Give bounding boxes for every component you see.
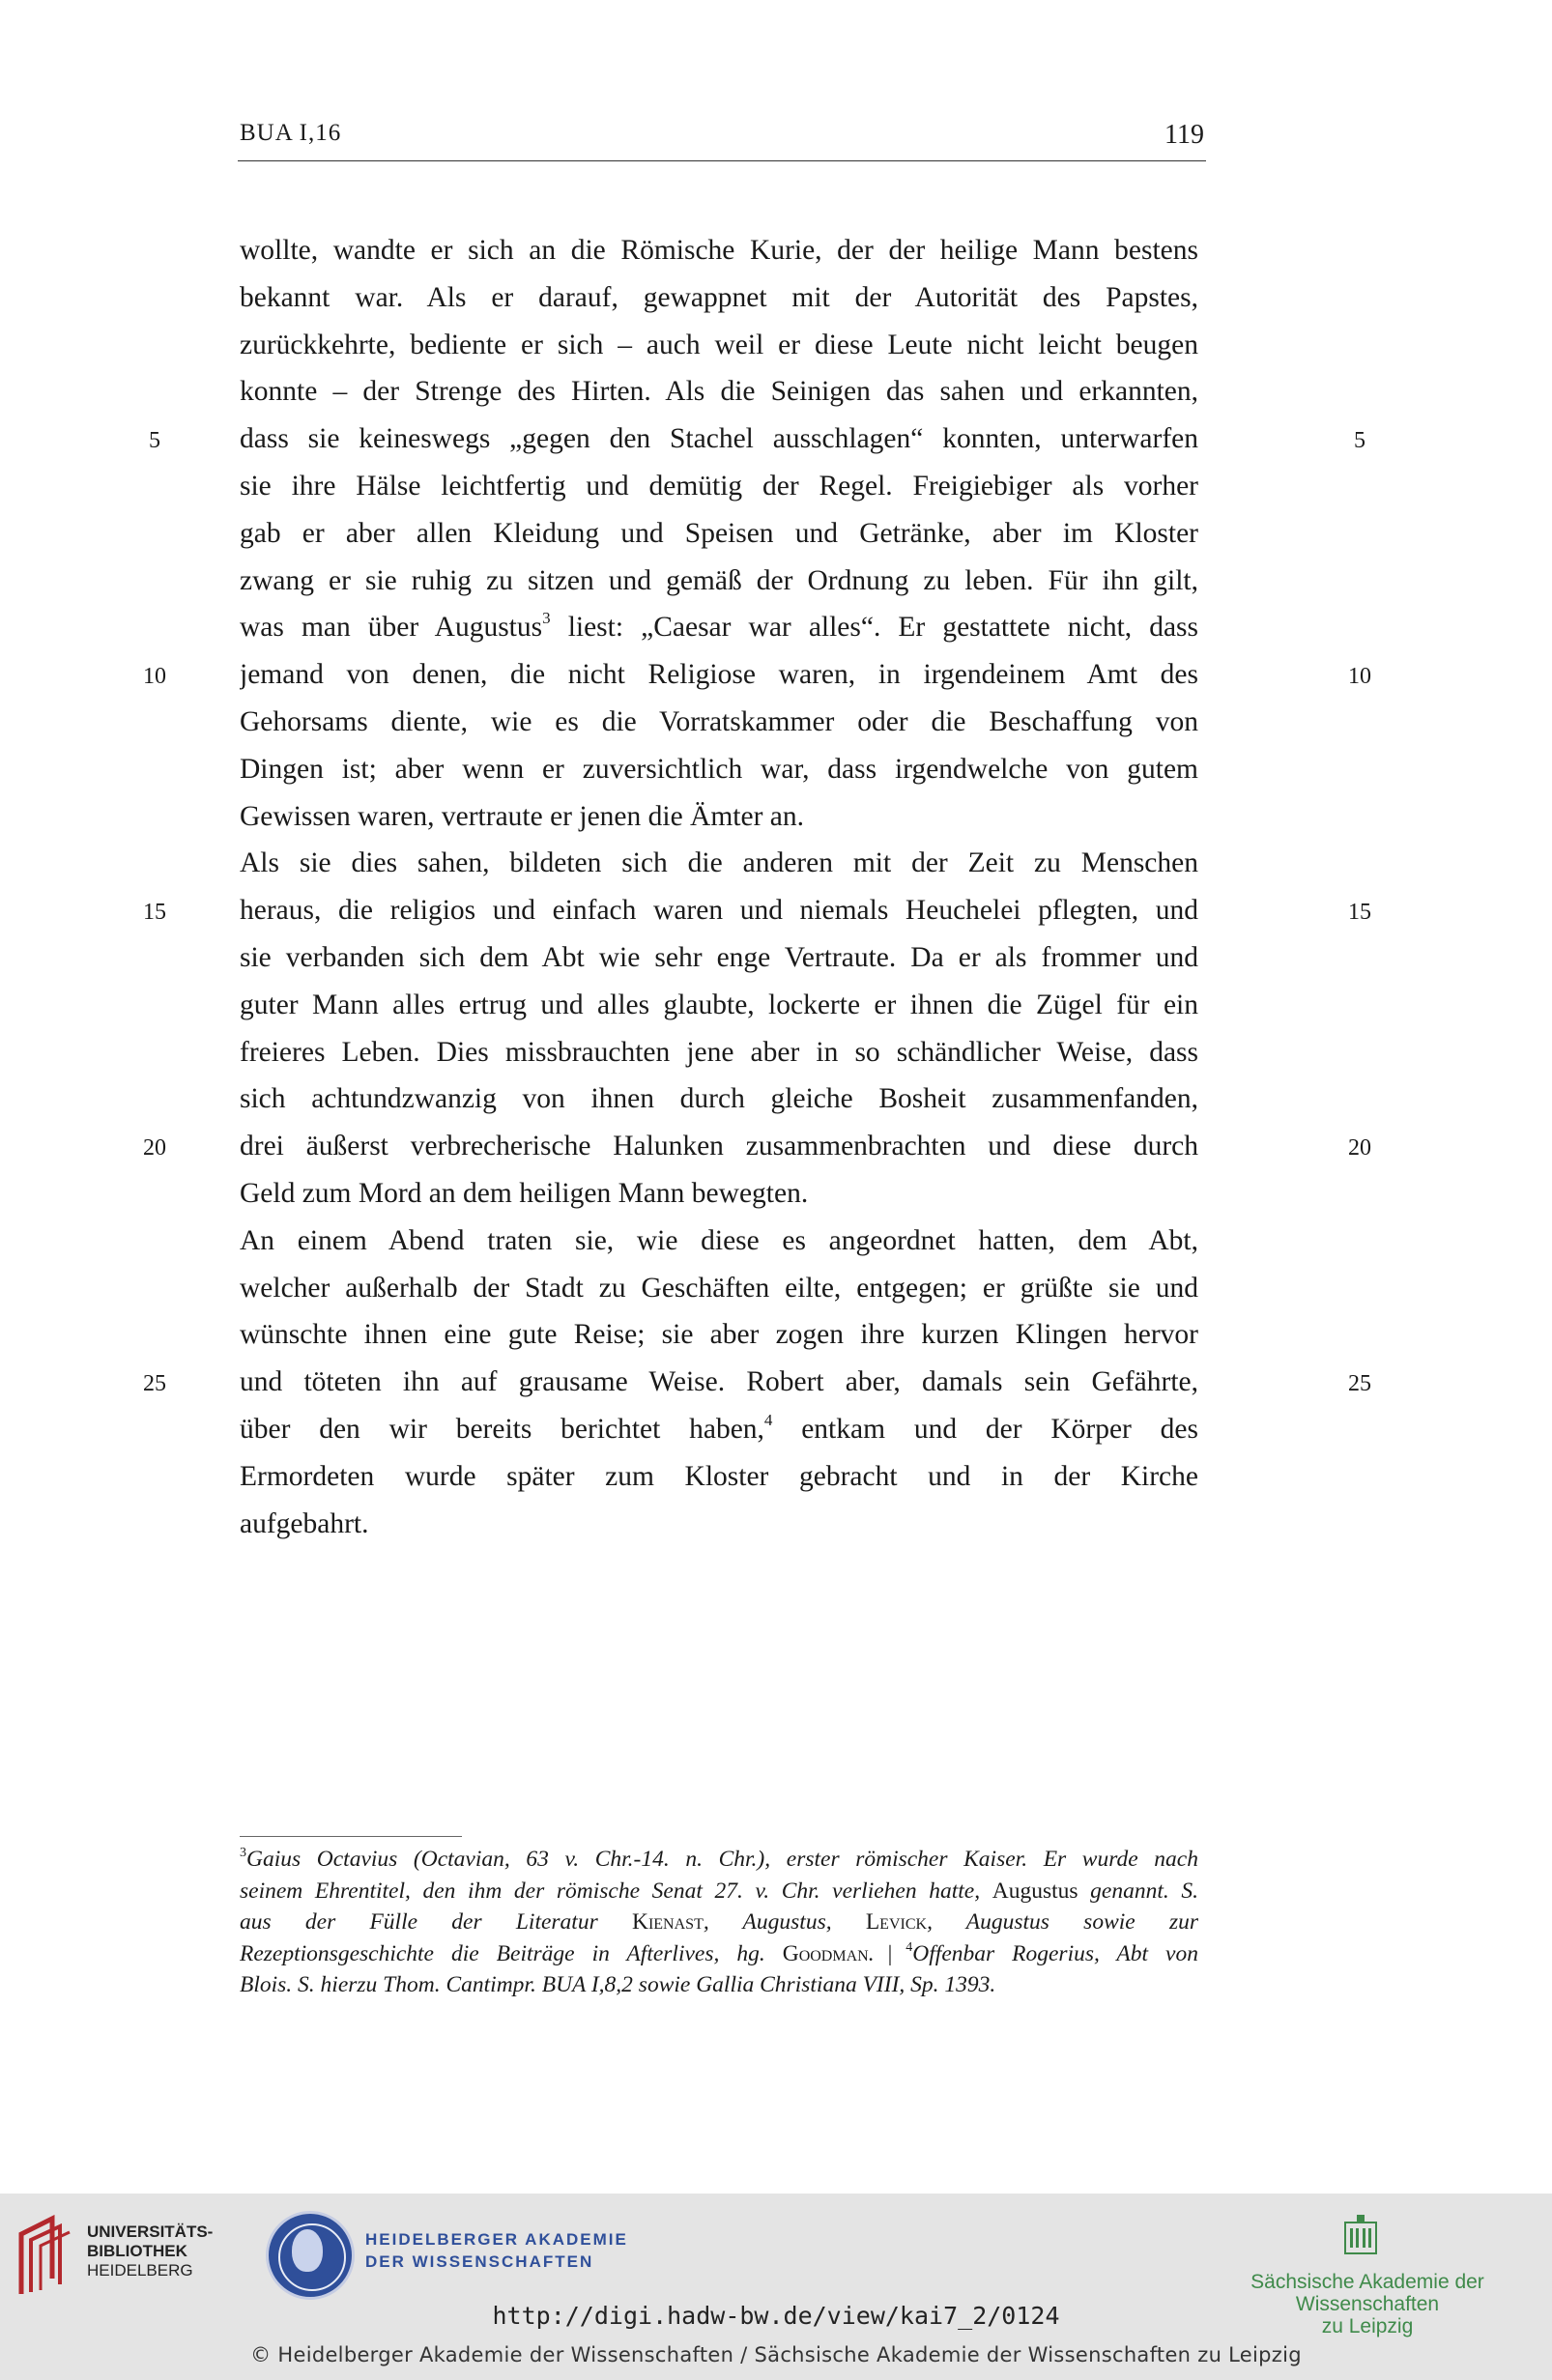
text-line: sie ihre Hälse leichtfertig und demütig der Regel. Freigiebiger als vorher: [240, 470, 1198, 502]
hadw-name: [365, 2228, 628, 2273]
line-number-left: 20: [143, 1135, 166, 1161]
line-number-right: 15: [1348, 900, 1371, 925]
text-line: Gewissen waren, vertraute er jenen die Ämter an.: [240, 800, 805, 832]
line-number-left: 15: [143, 900, 166, 925]
footer-band: [0, 2194, 1552, 2380]
footnote-line: [240, 1938, 1198, 1970]
text-line: Als sie dies sahen, bildeten sich die anderen mit der Zeit zu Menschen: [240, 847, 1198, 879]
footnote-rule: [240, 1836, 462, 1837]
text-line: jemand von denen, die nicht Religiose waren, in irgendeinem Amt des: [240, 659, 1198, 691]
text-line: welcher außerhalb der Stadt zu Geschäften eilte, entgegen; er grüßte sie und: [240, 1272, 1198, 1304]
copyright-notice: © Heidelberger Akademie der Wissenschaften / Sächsische Akademie der Wissenschaften zu Leipzig: [250, 2343, 1302, 2366]
text-segment: entkam und der Körper des: [772, 1413, 1198, 1445]
line-number-right: 5: [1354, 428, 1365, 453]
text-segment: über den wir bereits berichtet haben,: [240, 1413, 764, 1445]
text-segment: was man über Augustus: [240, 612, 543, 644]
ub-line: HEIDELBERG: [87, 2261, 193, 2280]
text-line: An einem Abend traten sie, wie diese es angeordnet hatten, dem Abt,: [240, 1224, 1198, 1256]
text-line: wollte, wandte er sich an die Römische Kurie, der der heilige Mann bestens: [240, 235, 1198, 266]
text-line: Gehorsams diente, wie es die Vorratskammer oder die Beschaffung von: [240, 705, 1198, 737]
main-text: [240, 227, 1198, 1547]
footnote-text: aus der Fülle der Literatur: [240, 1909, 632, 1935]
footnotes: [240, 1844, 1198, 2001]
text-line: heraus, die religios und einfach waren und niemals Heuchelei pflegten, und: [240, 895, 1198, 927]
line-number-right: 10: [1348, 664, 1371, 689]
footnote-separator: |: [887, 1940, 893, 1966]
text-line: zurückkehrte, bediente er sich – auch weil er diese Leute nicht leicht beugen: [240, 329, 1198, 360]
text-line: freieres Leben. Dies missbrauchten jene aber in so schändlicher Weise, dass: [240, 1036, 1198, 1068]
hadw-line: HEIDELBERGER AKADEMIE: [365, 2230, 628, 2249]
footnote-number: 3: [240, 1846, 246, 1860]
author-name: Goodman: [782, 1940, 869, 1966]
text-line: guter Mann alles ertrug und alles glaubte, lockerte er ihnen die Zügel für ein: [240, 989, 1198, 1020]
ub-heidelberg-name: [87, 2222, 213, 2280]
hadw-seal-icon[interactable]: [266, 2211, 355, 2300]
text-line: wünschte ihnen eine gute Reise; sie aber zogen ihre kurzen Klingen hervor: [240, 1319, 1198, 1351]
ub-heidelberg-logo-icon[interactable]: [14, 2215, 81, 2302]
footnote-line: Blois. S. hierzu Thom. Cantimpr. BUA I,8,2 sowie Gallia Christiana VIII, Sp. 1393.: [240, 1972, 996, 1997]
footnote-text: genannt. S.: [1078, 1878, 1198, 1904]
saxon-academy-building-icon[interactable]: [1343, 2213, 1378, 2255]
text-line: [240, 1406, 1198, 1453]
line-number-right: 25: [1348, 1371, 1371, 1396]
text-line: bekannt war. Als er darauf, gewappnet mit der Autorität des Papstes,: [240, 281, 1198, 313]
saxon-line: Sächsische Akademie der Wissenschaften: [1250, 2271, 1484, 2315]
footnote-ref-3[interactable]: 3: [542, 609, 551, 628]
footnote-line: [240, 1907, 1198, 1938]
footnote-line: [240, 1876, 1198, 1907]
text-line: drei äußerst verbrecherische Halunken zusammenbrachten und diese durch: [240, 1131, 1198, 1162]
footnote-text: Offenbar Rogerius, Abt von: [912, 1940, 1198, 1966]
line-number-left: 5: [149, 428, 160, 453]
hadw-line: DER WISSENSCHAFTEN: [365, 2252, 594, 2271]
footnote-text: , Augustus sowie zur: [927, 1909, 1198, 1935]
running-header: [238, 116, 1206, 161]
saxon-line: zu Leipzig: [1321, 2315, 1414, 2337]
ub-line: BIBLIOTHEK: [87, 2242, 187, 2260]
text-line: gab er aber allen Kleidung und Speisen und Getränke, aber im Kloster: [240, 517, 1198, 549]
line-number-left: 25: [143, 1371, 166, 1396]
text-line: sich achtundzwanzig von ihnen durch gleiche Bosheit zusammenfanden,: [240, 1083, 1198, 1115]
footnote-upright: Augustus: [992, 1878, 1078, 1904]
header-siglum: BUA I,16: [240, 120, 342, 146]
text-line: Dingen ist; aber wenn er zuversichtlich war, dass irgendwelche von gutem: [240, 753, 1198, 785]
line-number-left: 10: [143, 664, 166, 689]
text-line: Ermordeten wurde später zum Kloster gebracht und in der Kirche: [240, 1460, 1198, 1492]
text-segment: liest: „Caesar war alles“. Er gestattete nicht, dass: [550, 612, 1198, 644]
text-line: Geld zum Mord an dem heiligen Mann bewegten.: [240, 1177, 809, 1209]
footnote-text: seinem Ehrentitel, den ihm der römische Senat 27. v. Chr. verliehen hatte,: [240, 1878, 992, 1904]
text-line: aufgebahrt.: [240, 1507, 369, 1539]
footnote-text: , Augustus,: [703, 1909, 866, 1935]
footnote-text: .: [868, 1940, 875, 1966]
footnote-text: Gaius Octavius (Octavian, 63 v. Chr.-14. n. Chr.), erster römischer Kaiser. Er wurde nach: [246, 1847, 1198, 1872]
text-line: dass sie keineswegs „gegen den Stachel ausschlagen“ konnten, unterwarfen: [240, 423, 1198, 455]
ub-line: UNIVERSITÄTS-: [87, 2222, 214, 2241]
footnote-number: 4: [905, 1939, 913, 1955]
author-name: Levick: [865, 1909, 928, 1935]
page-number: 119: [1164, 120, 1204, 150]
author-name: Kienast: [631, 1909, 704, 1935]
text-line: [240, 604, 1198, 651]
permalink-url[interactable]: http://digi.hadw-bw.de/view/kai7_2/0124: [492, 2302, 1060, 2330]
text-line: sie verbanden sich dem Abt wie sehr enge Vertraute. Da er als frommer und: [240, 941, 1198, 973]
text-line: konnte – der Strenge des Hirten. Als die Seinigen das sahen und erkannten,: [240, 376, 1198, 408]
footnote-line: [240, 1844, 1198, 1876]
text-line: zwang er sie ruhig zu sitzen und gemäß der Ordnung zu leben. Für ihn gilt,: [240, 564, 1198, 596]
line-number-right: 20: [1348, 1135, 1371, 1161]
text-line: und töteten ihn auf grausame Weise. Robert aber, damals sein Gefährte,: [240, 1366, 1198, 1398]
footnote-ref-4[interactable]: 4: [763, 1410, 773, 1429]
footnote-text: Rezeptionsgeschichte die Beiträge in Afterlives, hg.: [240, 1940, 783, 1966]
